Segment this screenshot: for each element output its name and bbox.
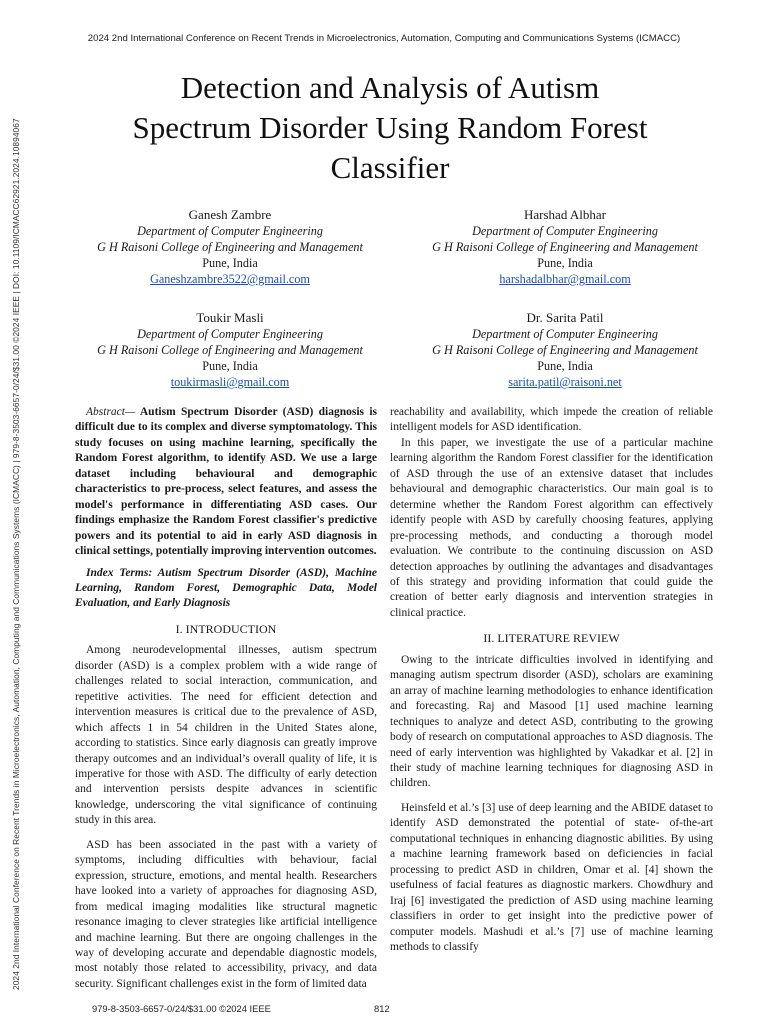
author-email-link[interactable]: toukirmasli@gmail.com [170, 375, 290, 389]
right-column [390, 405, 713, 955]
index-terms: Index Terms: Autism Spectrum Disorder (ASD), Machine Learning, Random Forest, Demographic Data, Model Evaluation, and Early Diagnosis [75, 566, 377, 610]
author-block-2 [400, 207, 730, 287]
intro-paragraph-1: Among neurodevelopmental illnesses, autism spectrum disorder (ASD) is a complex problem with a wide range of challenges related to social interaction, communication, and repetitive activities. The need for efficient detection and intervention measures is critical due to the prevalence of ASD, which affects 1 in 54 children in the United States alone, according to statistics. Since early diagnosis can greatly improve therapy outcomes and an individual’s overall quality of life, it is imperative for those with ASD. The difficulty of early detection and intervention persists despite advances in scientific knowledge, underscoring the vital significance of continuing study in this area. [75, 644, 377, 827]
author-institution: G H Raisoni College of Engineering and Management [97, 240, 363, 254]
intro-paragraph-2: ASD has been associated in the past with a variety of symptoms, including difficulties with behaviour, facial expression, structure, emotions, and mental health. Researchers have looked into a variety of approaches for diagnosing ASD, from medical imaging modalities like structural magnetic resonance imaging to clever strategies like artificial intelligence and machine learning. But there are ongoing challenges in the way of developing accurate and dependable diagnostic models, most notably those related to accessibility, privacy, and data security. Significant challenges exist in the form of limited data [75, 838, 377, 990]
footer-page-number: 812 [374, 1003, 390, 1014]
abstract [75, 405, 377, 560]
title-line-3: Classifier [330, 150, 450, 185]
author-block-1 [65, 207, 395, 287]
author-department: Department of Computer Engineering [137, 224, 323, 238]
title-line-2: Spectrum Disorder Using Random Forest [132, 110, 648, 145]
abstract-label: Abstract— [86, 406, 136, 418]
literature-paragraph-1: Owing to the intricate difficulties involved in identifying and managing autism spectrum disorder (ASD), scholars are examining an array of machine learning methodologies to enhance identification and forecasting. Raj and Masood [1] used machine learning techniques to analyze and detect ASD, contributing to the growing body of research on computational approaches to ASD diagnosis. The need of early intervention was highlighted by Vakadkar et al. [2] in their study of machine learning techniques for diagnosing ASD in children. [390, 653, 713, 790]
author-institution: G H Raisoni College of Engineering and Management [432, 240, 698, 254]
intro-paragraph-2-continued: reachability and availability, which impede the creation of reliable intelligent models for ASD identification. [390, 406, 713, 434]
author-city: Pune, India [202, 359, 258, 373]
literature-paragraph-2: Heinsfeld et al.’s [3] use of deep learning and the ABIDE dataset to identify ASD demonstrated the potential of state- of-the-art computational techniques in enhancing diagnostic abilities. By using a machine learning framework based on deficiencies in facial processing to predict ASD in children, Omar et al. [4] shown the usefulness of facial features as diagnostic markers. Chowdhury and Iraj [6] investigated the prediction of ASD using machine learning classifiers in order to get insight into the predictive power of computer models. Mashudi et al.’s [7] use of machine learning methods to classify [390, 801, 713, 953]
author-department: Department of Computer Engineering [137, 327, 323, 341]
author-name: Harshad Albhar [524, 207, 606, 222]
author-block-4 [400, 310, 730, 390]
author-name: Dr. Sarita Patil [526, 310, 604, 325]
author-block-3 [65, 310, 395, 390]
author-city: Pune, India [537, 359, 593, 373]
author-city: Pune, India [202, 256, 258, 270]
author-department: Department of Computer Engineering [472, 327, 658, 341]
footer-copyright: 979-8-3503-6657-0/24/$31.00 ©2024 IEEE [92, 1003, 271, 1014]
section-heading-introduction: I. INTRODUCTION [175, 621, 277, 636]
margin-doi-stamp: 2024 2nd International Conference on Recent Trends in Microelectronics, Automation, Computing and Communications Systems (ICMACC) | 979-8-3503-6657-0/24/$31.00 ©2024 IEEE | DOI: 10.1109/ICMACC62921.2024.10894067 [11, 118, 21, 990]
section-heading-literature-review: II. LITERATURE REVIEW [483, 631, 620, 646]
conference-header: 2024 2nd International Conference on Recent Trends in Microelectronics, Automation, Computing and Communications Systems (ICMACC) [87, 33, 681, 44]
author-email-link[interactable]: harshadalbhar@gmail.com [499, 272, 631, 286]
title-line-1: Detection and Analysis of Autism [180, 70, 600, 105]
intro-paragraph-3: In this paper, we investigate the use of a particular machine learning algorithm the Random Forest classifier for the identification of ASD through the use of an extensive dataset that includes behavioural and demographic characteristics. Our main goal is to determine whether the Random Forest algorithm can effectively identify people with ASD by carefully choosing features, applying pre-processing methods, and conducting a thorough model evaluation. We contribute to the continuing discussion on ASD detection approaches by outlining the advantages and disadvantages of this strategy and providing information that could guide the creation of better early diagnosis and intervention strategies in clinical practice. [390, 436, 713, 619]
left-column [75, 405, 377, 992]
paper-title [40, 68, 740, 188]
author-city: Pune, India [537, 256, 593, 270]
author-name: Ganesh Zambre [188, 207, 272, 222]
abstract-text: Autism Spectrum Disorder (ASD) diagnosis is difficult due to its complex and diverse symptomatology. This study focuses on using machine learning, specifically the Random Forest algorithm, to identify ASD. We use a large dataset including behavioural and demographic characteristics to pre-process, select features, and assess the model's performance in differentiating ASD cases. Our findings emphasize the Random Forest classifier's predictive powers and its potential to aid in early ASD diagnosis in clinical settings, potentially improving intervention outcomes. [75, 406, 377, 558]
author-institution: G H Raisoni College of Engineering and Management [97, 343, 363, 357]
author-department: Department of Computer Engineering [472, 224, 658, 238]
author-name: Toukir Masli [196, 310, 264, 325]
author-email-link[interactable]: Ganeshzambre3522@gmail.com [150, 272, 310, 286]
author-email-link[interactable]: sarita.patil@raisoni.net [508, 375, 622, 389]
author-institution: G H Raisoni College of Engineering and Management [432, 343, 698, 357]
